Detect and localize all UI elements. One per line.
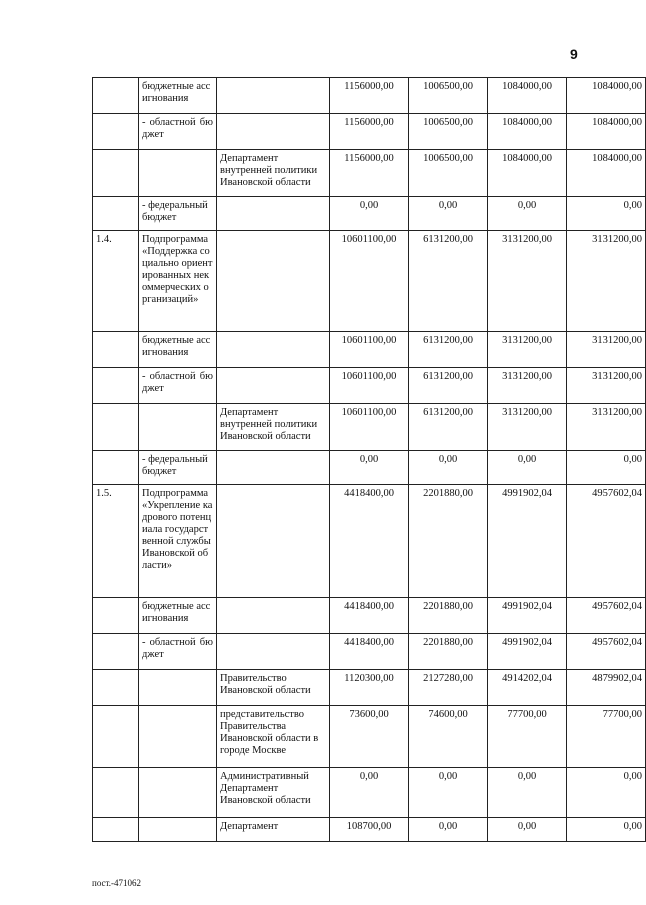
- row-value-4-cell: 3131200,00: [567, 332, 646, 368]
- row-value-4-cell: 1084000,00: [567, 114, 646, 150]
- row-value-1-cell: 1156000,00: [330, 114, 409, 150]
- row-description-cell: Подпрограмма «Поддержка социально ориентированных некоммерческих организаций»: [139, 231, 217, 332]
- row-value-2-cell: 6131200,00: [409, 231, 488, 332]
- row-code-cell: [93, 634, 139, 670]
- row-value-2-cell: 2127280,00: [409, 670, 488, 706]
- row-value-1-cell: 4418400,00: [330, 485, 409, 598]
- row-value-4-cell: 0,00: [567, 197, 646, 231]
- row-value-4-cell: 3131200,00: [567, 231, 646, 332]
- table-row: [93, 451, 646, 485]
- row-value-4-cell: 4957602,04: [567, 485, 646, 598]
- row-value-2-cell: 2201880,00: [409, 598, 488, 634]
- row-value-3-cell: 0,00: [488, 197, 567, 231]
- row-executor-cell: [217, 197, 330, 231]
- row-code-cell: [93, 451, 139, 485]
- row-value-3-cell: 1084000,00: [488, 78, 567, 114]
- row-value-2-cell: 1006500,00: [409, 150, 488, 197]
- table-row: [93, 485, 646, 598]
- row-code-cell: [93, 706, 139, 768]
- row-value-3-cell: 3131200,00: [488, 332, 567, 368]
- row-value-3-cell: 3131200,00: [488, 231, 567, 332]
- table-row: [93, 768, 646, 818]
- table-body: [93, 78, 646, 842]
- row-value-3-cell: 0,00: [488, 768, 567, 818]
- table-row: [93, 598, 646, 634]
- row-value-4-cell: 0,00: [567, 818, 646, 842]
- page-number: 9: [570, 46, 578, 62]
- row-value-4-cell: 0,00: [567, 451, 646, 485]
- row-executor-cell: Департамент внутренней политики Ивановской области: [217, 404, 330, 451]
- table-row: [93, 78, 646, 114]
- table-row: [93, 634, 646, 670]
- row-value-1-cell: 0,00: [330, 451, 409, 485]
- table-row: [93, 150, 646, 197]
- row-executor-cell: [217, 451, 330, 485]
- row-value-4-cell: 4957602,04: [567, 634, 646, 670]
- row-value-4-cell: 1084000,00: [567, 150, 646, 197]
- row-description-cell: бюджетные ассигнования: [139, 332, 217, 368]
- row-description-cell: бюджетные ассигнования: [139, 598, 217, 634]
- row-description-cell: - федеральный бюджет: [139, 451, 217, 485]
- row-value-4-cell: 4957602,04: [567, 598, 646, 634]
- row-executor-cell: Правительство Ивановской области: [217, 670, 330, 706]
- row-description-cell: - областной бюджет: [139, 114, 217, 150]
- row-value-2-cell: 0,00: [409, 451, 488, 485]
- row-value-3-cell: 4991902,04: [488, 634, 567, 670]
- row-code-cell: 1.4.: [93, 231, 139, 332]
- row-executor-cell: [217, 332, 330, 368]
- row-description-cell: - федеральный бюджет: [139, 197, 217, 231]
- row-code-cell: [93, 670, 139, 706]
- row-description-cell: [139, 150, 217, 197]
- row-value-2-cell: 2201880,00: [409, 485, 488, 598]
- row-value-4-cell: 0,00: [567, 768, 646, 818]
- row-value-2-cell: 1006500,00: [409, 114, 488, 150]
- row-executor-cell: Департамент: [217, 818, 330, 842]
- row-code-cell: 1.5.: [93, 485, 139, 598]
- row-value-3-cell: 4991902,04: [488, 598, 567, 634]
- row-value-1-cell: 108700,00: [330, 818, 409, 842]
- row-value-2-cell: 0,00: [409, 197, 488, 231]
- row-executor-cell: представительство Правительства Ивановской области в городе Москве: [217, 706, 330, 768]
- row-code-cell: [93, 114, 139, 150]
- row-value-1-cell: 0,00: [330, 768, 409, 818]
- footer-note: пост.-471062: [92, 878, 142, 888]
- row-executor-cell: Административный Департамент Ивановской области: [217, 768, 330, 818]
- row-executor-cell: [217, 231, 330, 332]
- row-code-cell: [93, 332, 139, 368]
- row-code-cell: [93, 598, 139, 634]
- row-executor-cell: [217, 485, 330, 598]
- row-value-1-cell: 1120300,00: [330, 670, 409, 706]
- table-row: [93, 231, 646, 332]
- row-value-1-cell: 4418400,00: [330, 598, 409, 634]
- row-value-2-cell: 2201880,00: [409, 634, 488, 670]
- table-row: [93, 670, 646, 706]
- row-value-3-cell: 4914202,04: [488, 670, 567, 706]
- row-value-3-cell: 3131200,00: [488, 368, 567, 404]
- row-description-cell: [139, 768, 217, 818]
- row-value-1-cell: 0,00: [330, 197, 409, 231]
- row-value-1-cell: 10601100,00: [330, 231, 409, 332]
- row-code-cell: [93, 150, 139, 197]
- row-executor-cell: [217, 598, 330, 634]
- row-description-cell: [139, 706, 217, 768]
- row-value-2-cell: 0,00: [409, 768, 488, 818]
- table-row: [93, 368, 646, 404]
- row-description-cell: - областной бюджет: [139, 368, 217, 404]
- row-value-4-cell: 3131200,00: [567, 368, 646, 404]
- budget-table: [92, 77, 646, 842]
- row-code-cell: [93, 78, 139, 114]
- table-row: [93, 404, 646, 451]
- row-description-cell: Подпрограмма «Укрепление кадрового потенциала государственной службы Ивановской области»: [139, 485, 217, 598]
- row-value-2-cell: 0,00: [409, 818, 488, 842]
- row-description-cell: бюджетные ассигнования: [139, 78, 217, 114]
- row-value-1-cell: 10601100,00: [330, 332, 409, 368]
- row-value-2-cell: 74600,00: [409, 706, 488, 768]
- row-value-3-cell: 0,00: [488, 818, 567, 842]
- row-value-3-cell: 1084000,00: [488, 150, 567, 197]
- table-row: [93, 332, 646, 368]
- row-value-4-cell: 1084000,00: [567, 78, 646, 114]
- row-value-4-cell: 4879902,04: [567, 670, 646, 706]
- row-value-1-cell: 73600,00: [330, 706, 409, 768]
- row-value-3-cell: 0,00: [488, 451, 567, 485]
- table-row: [93, 706, 646, 768]
- row-value-3-cell: 4991902,04: [488, 485, 567, 598]
- row-value-4-cell: 3131200,00: [567, 404, 646, 451]
- row-executor-cell: [217, 634, 330, 670]
- row-value-3-cell: 3131200,00: [488, 404, 567, 451]
- row-code-cell: [93, 768, 139, 818]
- table-row: [93, 197, 646, 231]
- row-code-cell: [93, 197, 139, 231]
- row-executor-cell: [217, 78, 330, 114]
- row-description-cell: [139, 404, 217, 451]
- row-executor-cell: [217, 114, 330, 150]
- row-value-1-cell: 1156000,00: [330, 150, 409, 197]
- row-executor-cell: Департамент внутренней политики Ивановской области: [217, 150, 330, 197]
- row-value-2-cell: 6131200,00: [409, 332, 488, 368]
- row-value-1-cell: 10601100,00: [330, 404, 409, 451]
- row-executor-cell: [217, 368, 330, 404]
- table-row: [93, 114, 646, 150]
- table-row: [93, 818, 646, 842]
- row-value-1-cell: 1156000,00: [330, 78, 409, 114]
- row-code-cell: [93, 404, 139, 451]
- row-value-1-cell: 10601100,00: [330, 368, 409, 404]
- row-value-2-cell: 6131200,00: [409, 404, 488, 451]
- row-code-cell: [93, 818, 139, 842]
- row-value-2-cell: 6131200,00: [409, 368, 488, 404]
- row-description-cell: - областной бюджет: [139, 634, 217, 670]
- row-value-1-cell: 4418400,00: [330, 634, 409, 670]
- row-value-2-cell: 1006500,00: [409, 78, 488, 114]
- row-code-cell: [93, 368, 139, 404]
- row-value-3-cell: 77700,00: [488, 706, 567, 768]
- row-value-4-cell: 77700,00: [567, 706, 646, 768]
- row-description-cell: [139, 670, 217, 706]
- row-value-3-cell: 1084000,00: [488, 114, 567, 150]
- row-description-cell: [139, 818, 217, 842]
